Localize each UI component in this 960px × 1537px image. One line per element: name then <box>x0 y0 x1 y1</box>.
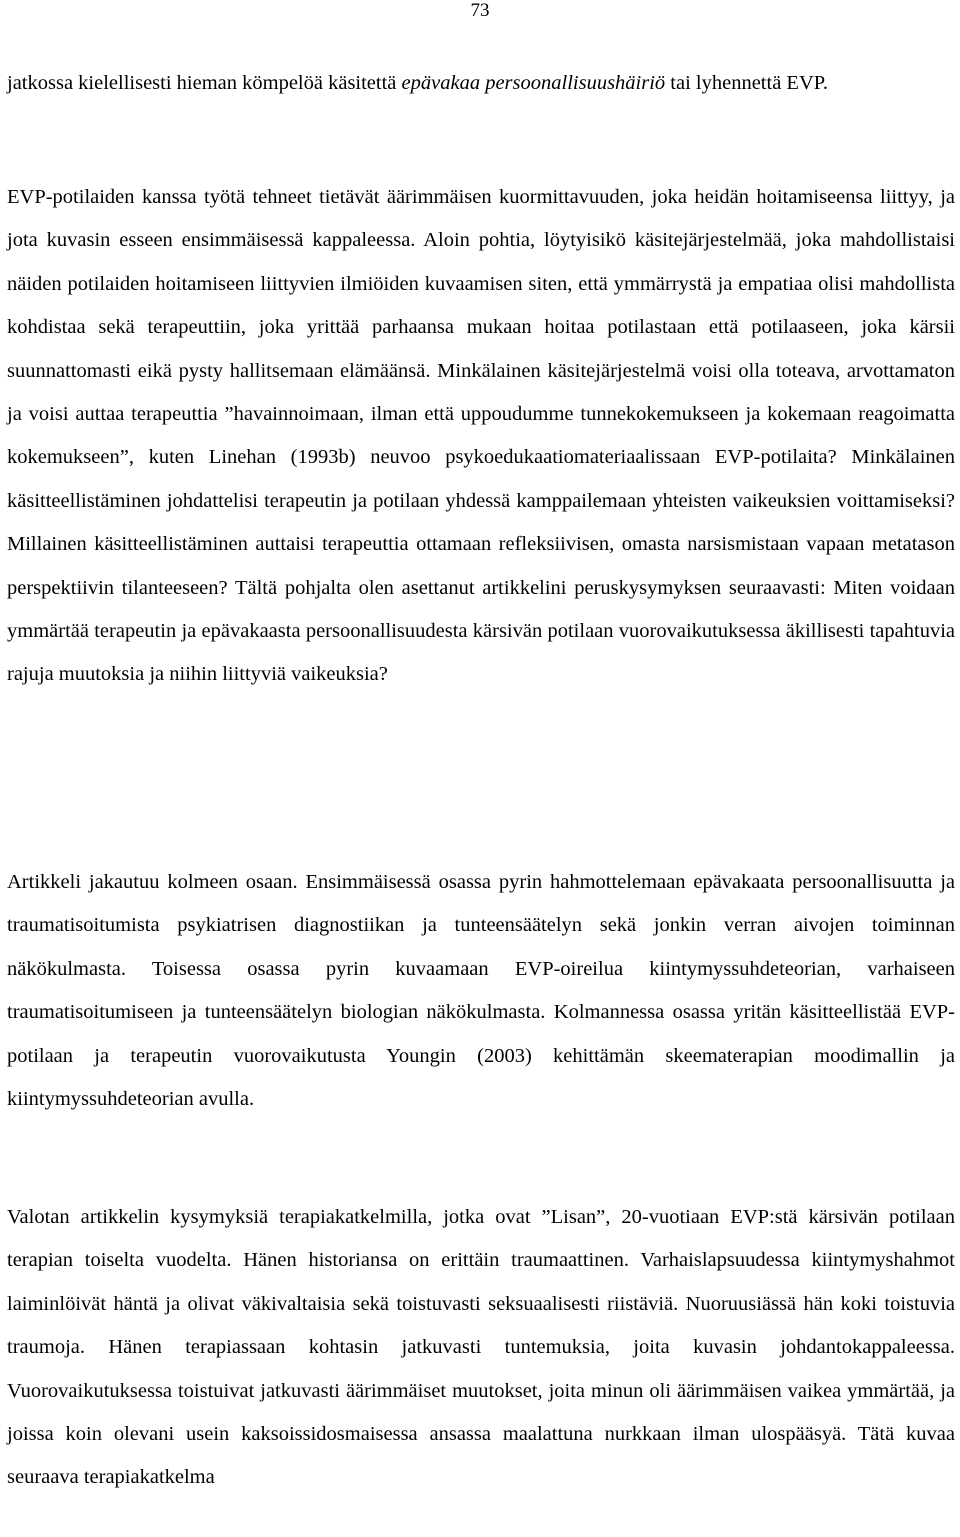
paragraph-1-italic-term: epävakaa persoonallisuushäiriö <box>401 72 666 94</box>
paragraph-3: Artikkeli jakautuu kolmeen osaan. Ensimmäisessä osassa pyrin hahmottelemaan epävakaata persoonallisuutta ja traumatisoitumista psykiatrisen diagnostiikan ja tunteensäätelyn sekä jonkin verran aivojen toiminnan näkökulmasta. Toisessa osassa pyrin kuvaamaan EVP-oireilua kiintymyssuhdeteorian, varhaiseen traumatisoitumiseen ja tunteensäätelyn biologian näkökulmasta. Kolmannessa osassa yritän käsitteellistää EVP-potilaan ja terapeutin vuorovaikutusta Youngin (2003) kehittämän skeematerapian moodimallin ja kiintymyssuhdeteorian avulla. <box>7 871 955 1111</box>
paragraph-4: Valotan artikkelin kysymyksiä terapiakatkelmilla, jotka ovat ”Lisan”, 20-vuotiaan EVP:stä kärsivän potilaan terapian toiselta vuodelta. Hänen historiansa on erittäin traumaattinen. Varhaislapsuudessa kiintymyshahmot laiminlöivät häntä ja olivat väkivaltaisia sekä toistuvasti seksuaalisesti riistäviä. Nuoruusiässä hän koki toistuvia traumoja. Hänen terapiassaan kohtasin jatkuvasti tuntemuksia, joita kuvasin johdantokappaleessa. Vuorovaikutuksessa toistuivat jatkuvasti äärimmäiset muutokset, joita minun oli äärimmäisen vaikea ymmärtää, ja joissa koin olevani usein kaksoissidosmaisessa ansassa maalattuna nurkkaan ilman ulospääsyä. Tätä kuvaa seuraava terapiakatkelma <box>7 1206 955 1489</box>
page-number: 73 <box>470 0 490 21</box>
paragraph-1-text-start: jatkossa kielellisesti hieman kömpelöä käsitettä <box>7 72 402 94</box>
paragraph-1-text-end: tai lyhennettä EVP. <box>665 72 829 94</box>
paragraph-2: EVP-potilaiden kanssa työtä tehneet tietävät äärimmäisen kuormittavuuden, joka heidän hoitamiseensa liittyy, ja jota kuvasin esseen ensimmäisessä kappaleessa. Aloin pohtia, löytyisikö käsitejärjestelmää, joka mahdollistaisi näiden potilaiden hoitamiseen liittyvien ilmiöiden kuvaamisen siten, että ymmärrystä ja empatiaa olisi mahdollista kohdistaa sekä terapeuttiin, joka yrittää parhaansa mukaan hoitaa potilastaan että potilaaseen, joka kärsii suunnattomasti eikä pysty hallitsemaan elämäänsä. Minkälainen käsitejärjestelmä voisi olla toteava, arvottamaton ja voisi auttaa terapeuttia ”havainnoimaan, ilman että uppoudumme tunnekokemukseen ja kokemaan reagoimatta kokemukseen”, kuten Linehan (1993b) neuvoo psykoedukaatiomateriaalissaan EVP-potilaita? Minkälainen käsitteellistäminen johdattelisi terapeutin ja potilaan yhdessä kamppailemaan yhteisten vaikeuksien voittamiseksi? Millainen käsitteellistäminen auttaisi terapeuttia ottamaan refleksiivisen, omasta narsismistaan vapaan metatason perspektiivin tilanteeseen? Tältä pohjalta olen asettanut artikkelini peruskysymyksen seuraavasti: Miten voidaan ymmärtää terapeutin ja epävakaasta persoonallisuudesta kärsivän potilaan vuorovaikutuksessa äkillisesti tapahtuvia rajuja muutoksia ja niihin liittyviä vaikeuksia? <box>7 186 955 686</box>
paragraph-1 <box>7 62 955 105</box>
